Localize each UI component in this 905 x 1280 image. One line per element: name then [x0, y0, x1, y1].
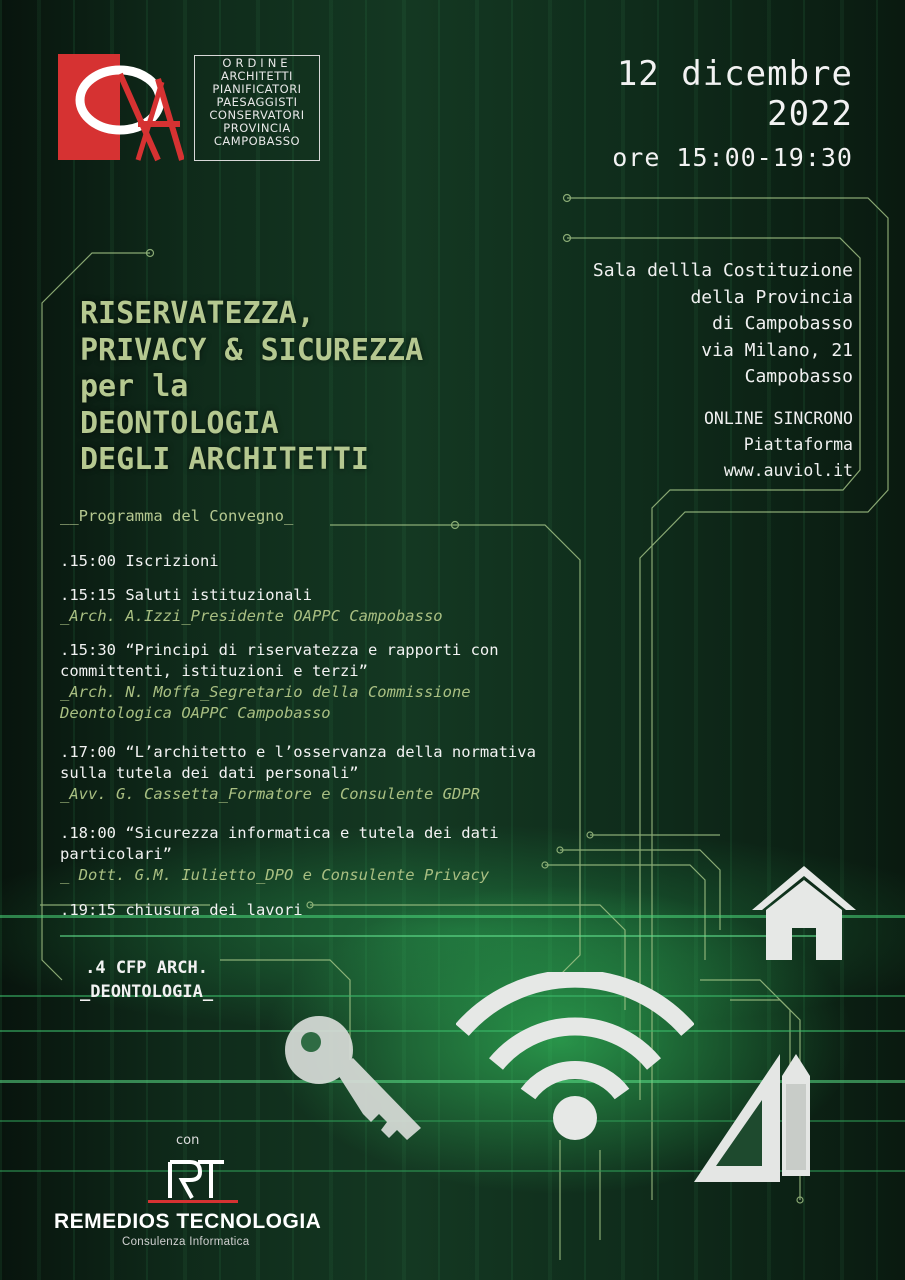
venue-line: via Milano, 21	[701, 339, 853, 361]
sponsor-con-label: con	[176, 1133, 200, 1148]
title-line: PRIVACY & SICUREZZA	[80, 332, 424, 368]
program-item-text: .15:15 Saluti istituzionali	[60, 586, 312, 604]
logo-line: CAMPOBASSO	[213, 134, 301, 148]
program-item	[60, 823, 565, 886]
ordine-logo-text	[194, 55, 320, 161]
program-item-speaker: _Arch. N. Moffa_Segretario della Commissione Deontologica OAPPC Campobasso	[60, 683, 471, 722]
title-line: DEGLI ARCHITETTI	[80, 442, 369, 477]
program-item-text: .17:00 “L’architetto e l’osservanza della normativa sulla tutela dei dati personali”	[60, 743, 536, 782]
program-item-text: .15:00 Iscrizioni	[60, 552, 219, 570]
title-line: DEONTOLOGIA	[80, 405, 279, 441]
program-item-text: .19:15 chiusura dei lavori	[60, 901, 303, 919]
event-date	[617, 54, 853, 134]
logo-line: PROVINCIA	[223, 121, 291, 135]
cfp-line: .4 CFP ARCH.	[85, 958, 208, 978]
wifi-icon	[456, 972, 694, 1142]
drafting-tools-icon	[690, 1050, 825, 1184]
sponsor-tagline: Consulenza Informatica	[122, 1236, 250, 1248]
logo-line: CONSERVATORI	[209, 108, 305, 122]
program-item	[60, 640, 565, 724]
logo-line: ORDINE	[222, 56, 292, 70]
house-icon	[752, 864, 856, 960]
cfp-credits	[80, 956, 213, 1004]
logo-line: PIANIFICATORI	[212, 82, 302, 96]
program-item-text: .15:30 “Principi di riservatezza e rapporti con committenti, istituzioni e terzi”	[60, 641, 499, 680]
program-item-speaker: _ Dott. G.M. Iulietto_DPO e Consulente Privacy	[60, 866, 490, 884]
program-item-text: .18:00 “Sicurezza informatica e tutela dei dati particolari”	[60, 824, 499, 863]
logo-line: PAESAGGISTI	[216, 95, 298, 109]
page-title	[80, 296, 423, 479]
venue-line: Sala dellla Costituzione	[592, 260, 853, 281]
online-line: Piattaforma	[743, 435, 853, 454]
logo-line: ARCHITETTI	[221, 69, 293, 83]
program-item	[60, 585, 565, 627]
program-item	[60, 900, 565, 921]
program-item-speaker: _Arch. A.Izzi_Presidente OAPPC Campobasso	[60, 607, 443, 625]
venue-line: di Campobasso	[712, 313, 853, 334]
venue-line: della Provincia	[690, 286, 853, 308]
date-line: 12 dicembre	[616, 54, 853, 94]
program-item-speaker: _Avv. G. Cassetta_Formatore e Consulente GDPR	[60, 785, 480, 803]
online-info	[704, 406, 853, 484]
date-line: 2022	[767, 94, 853, 134]
ordine-architetti-logo	[58, 54, 184, 162]
title-line: RISERVATEZZA,	[80, 296, 315, 331]
sponsor-name: REMEDIOS TECNOLOGIA	[54, 1210, 322, 1233]
event-venue	[593, 258, 853, 391]
online-link[interactable]: www.auviol.it	[723, 461, 853, 480]
remedios-tecnologia-logo	[148, 1158, 238, 1204]
online-line: ONLINE SINCRONO	[703, 409, 853, 428]
program-heading: __Programma del Convegno_	[60, 507, 294, 525]
title-line: per la	[80, 369, 189, 404]
venue-line: Campobasso	[744, 366, 853, 387]
cfp-line: _DEONTOLOGIA_	[80, 982, 214, 1002]
program-item	[60, 742, 565, 805]
key-icon	[283, 1010, 423, 1142]
program-item	[60, 551, 565, 572]
event-time: ore 15:00-19:30	[612, 143, 853, 172]
